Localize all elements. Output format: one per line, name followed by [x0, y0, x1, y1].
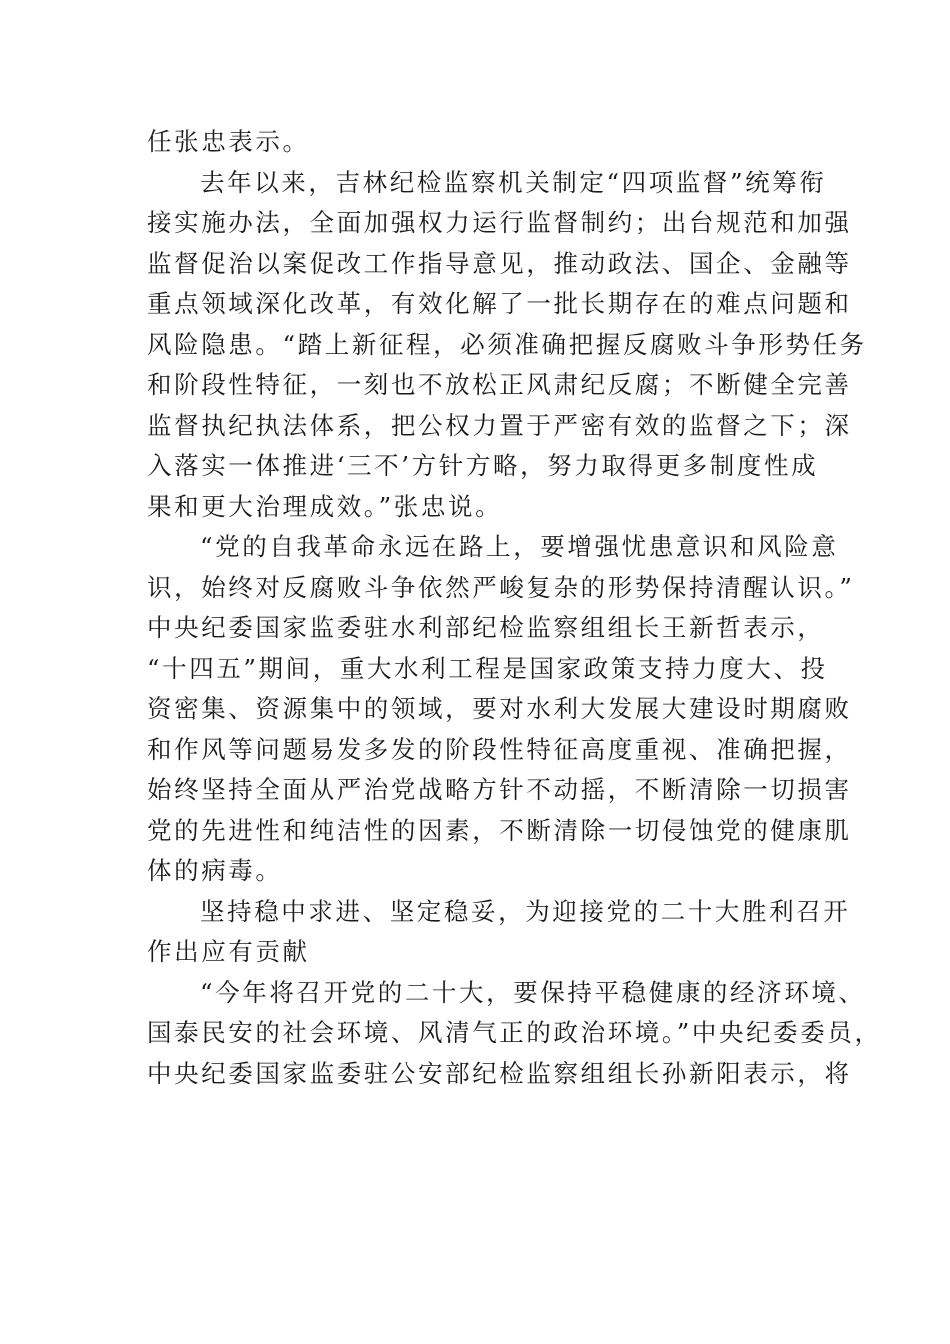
text-line: 去年以来，吉林纪检监察机关制定“四项监督”统筹衔 — [200, 167, 827, 197]
text-line: 党的先进性和纯洁性的因素，不断清除一切侵蚀党的健康肌 — [147, 815, 852, 845]
text-line: 和作风等问题易发多发的阶段性特征高度重视、准确把握， — [147, 734, 852, 764]
text-line: 任张忠表示。 — [147, 127, 310, 156]
text-line: 中央纪委国家监委驻公安部纪检监察组组长孙新阳表示，将 — [147, 1058, 852, 1088]
text-line: 体的病毒。 — [147, 856, 283, 885]
text-line: 重点领域深化改革，有效化解了一批长期存在的难点问题和 — [147, 289, 852, 318]
text-line: 识，始终对反腐败斗争依然严峻复杂的形势保持清醒认识。” — [147, 572, 855, 602]
document-body — [147, 122, 882, 1094]
text-line: 国泰民安的社会环境、风清气正的政治环境。”中央纪委委员， — [147, 1018, 882, 1047]
text-line: 接实施办法，全面加强权力运行监督制约；出台规范和加强 — [147, 208, 852, 237]
text-line: 风险隐患。“踏上新征程，必须准确把握反腐败斗争形势任务 — [147, 329, 867, 359]
text-line: 监督执纪执法体系，把公权力置于严密有效的监督之下；深 — [147, 410, 852, 440]
text-line: 始终坚持全面从严治党战略方针不动摇，不断清除一切损害 — [147, 775, 852, 804]
text-line: 中央纪委国家监委驻水利部纪检监察组组长王新哲表示， — [147, 613, 825, 642]
text-line: 资密集、资源集中的领域，要对水利大发展大建设时期腐败 — [147, 694, 852, 723]
text-line: 果和更大治理成效。”张忠说。 — [147, 491, 503, 521]
text-line: 和阶段性特征，一刻也不放松正风肃纪反腐；不断健全完善 — [147, 370, 852, 399]
section-heading: 坚持稳中求进、坚定稳妥，为迎接党的二十大胜利召开 — [200, 896, 851, 926]
text-line: “十四五”期间，重大水利工程是国家政策支持力度大、投 — [147, 653, 828, 683]
text-line: 监督促治以案促改工作指导意见，推动政法、国企、金融等 — [147, 248, 852, 278]
text-line: “党的自我革命永远在路上，要增强忧患意识和风险意 — [200, 532, 839, 561]
text-line: 入落实一体推进‘三不’方针方略，努力取得更多制度性成 — [147, 451, 819, 480]
text-line: “今年将召开党的二十大，要保持平稳健康的经济环境、 — [200, 977, 866, 1007]
section-heading: 作出应有贡献 — [147, 937, 310, 966]
